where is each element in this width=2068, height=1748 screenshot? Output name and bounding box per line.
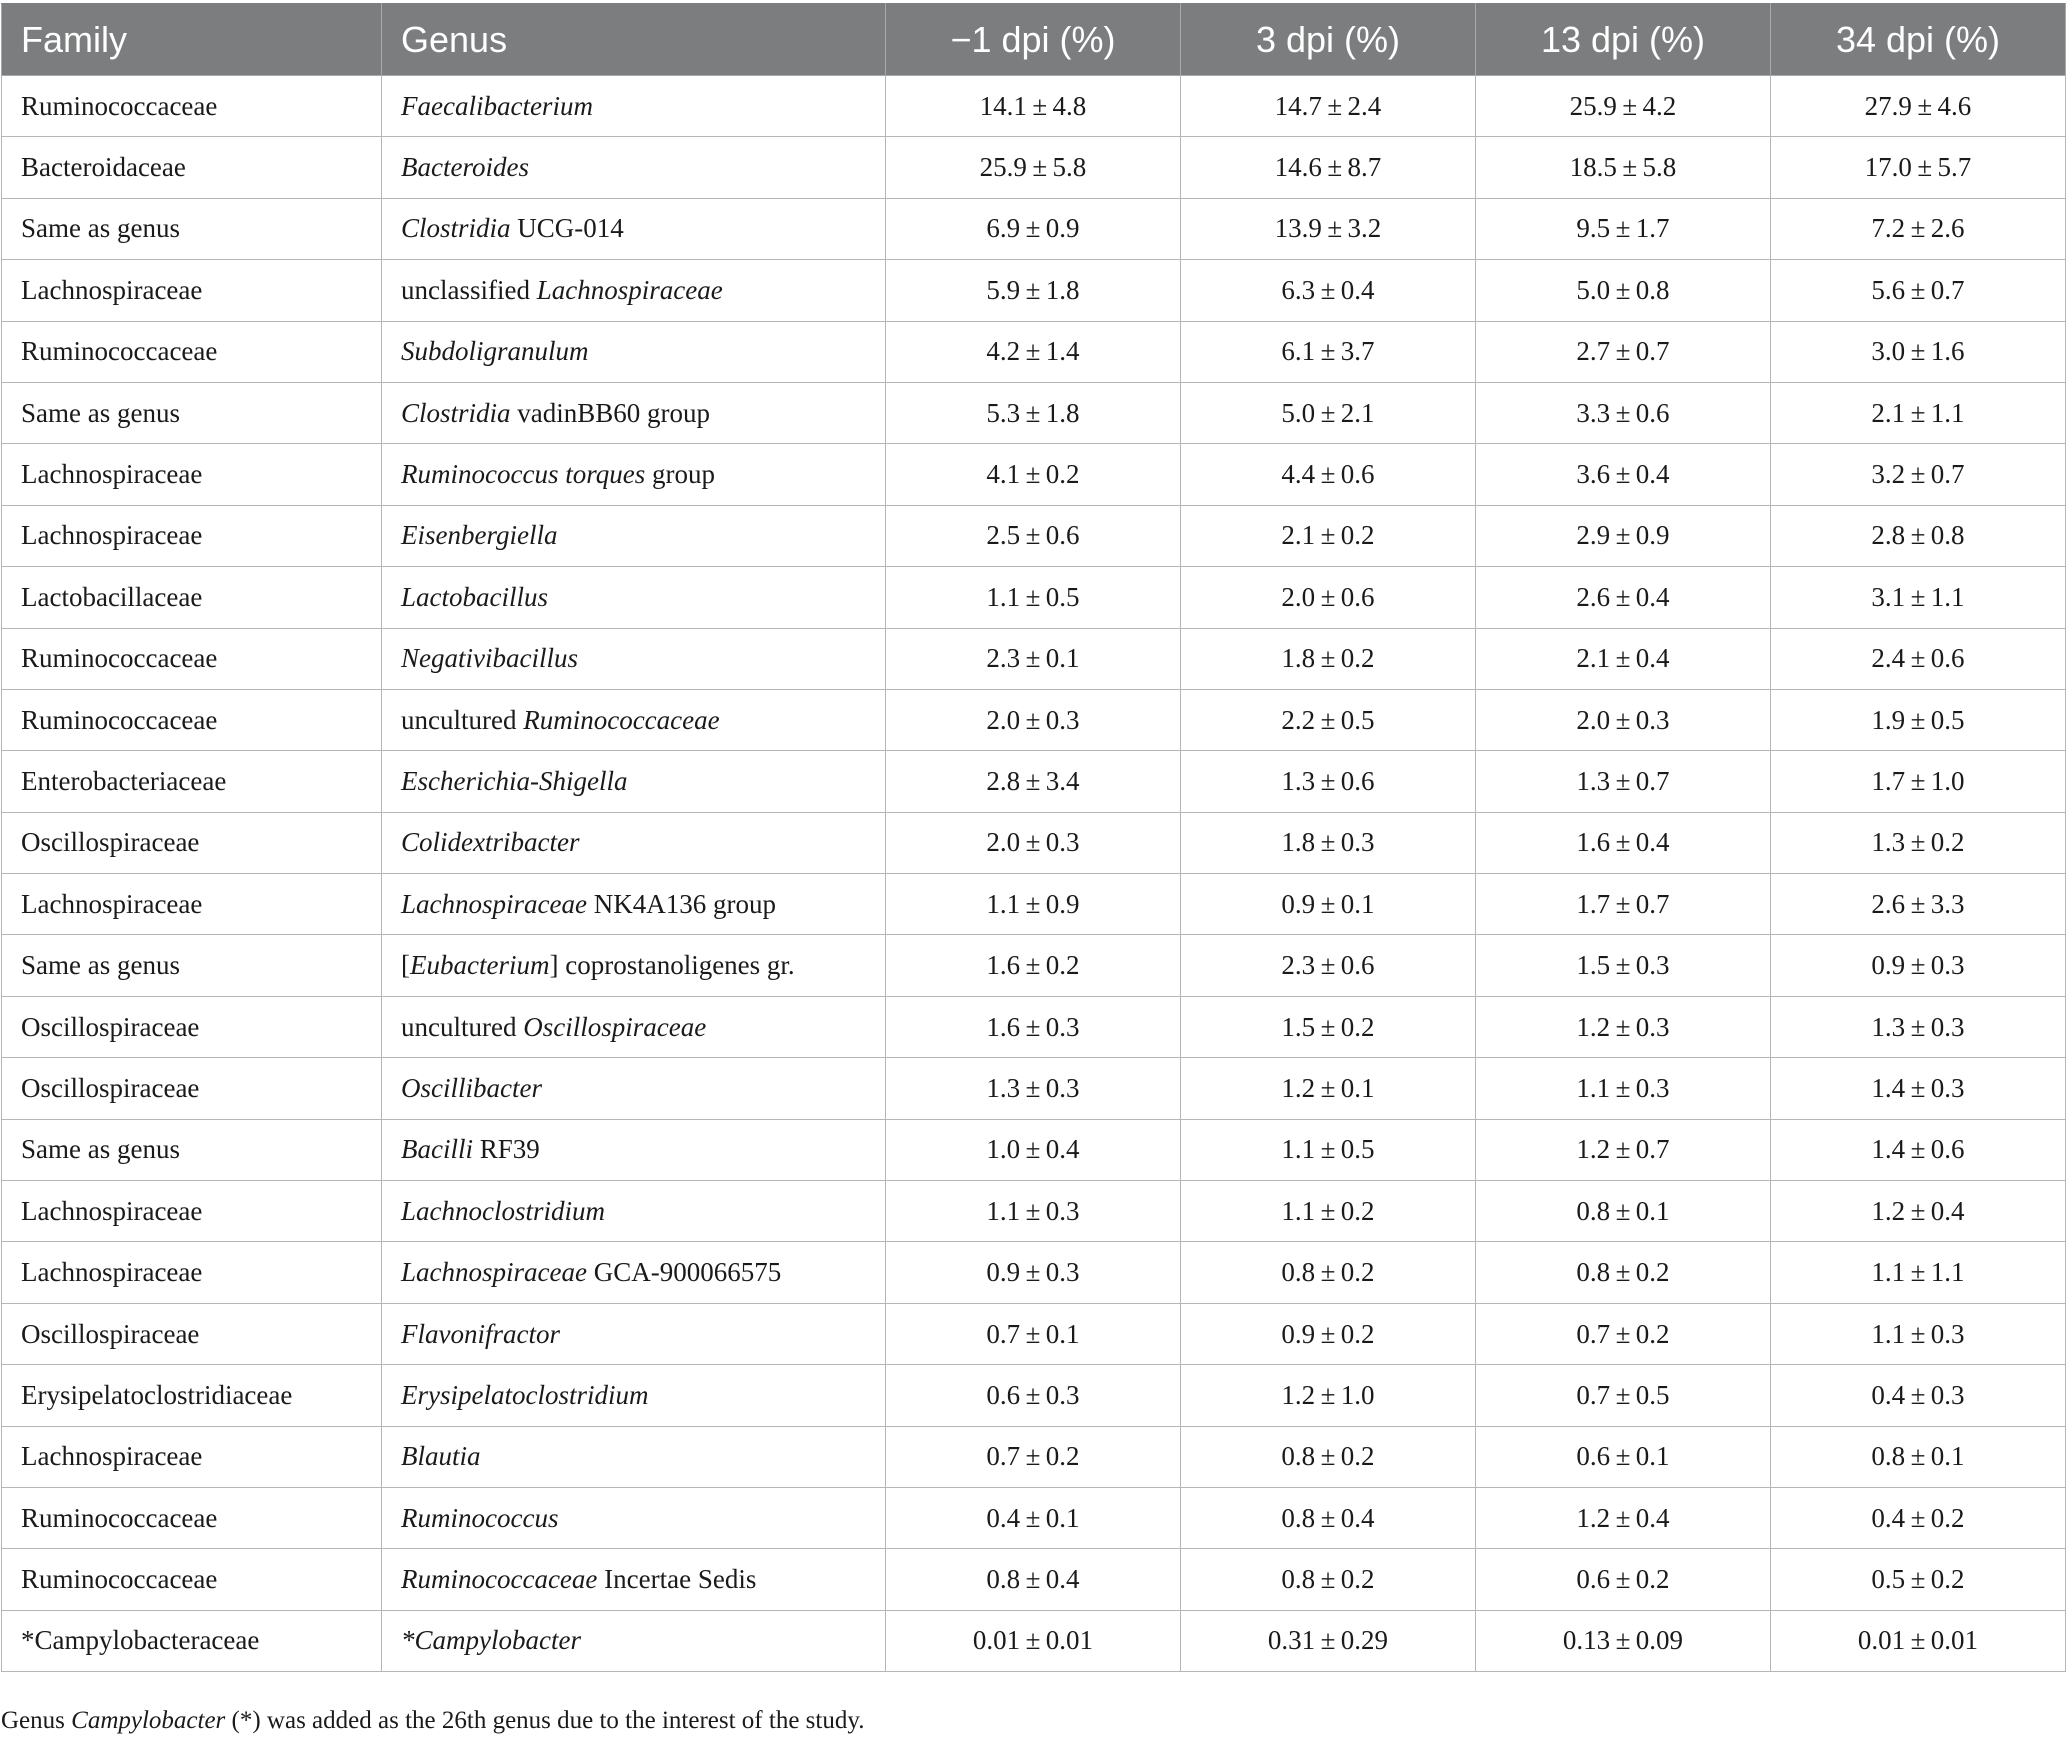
table-row xyxy=(2,1303,2066,1364)
genus-text-part: GCA-900066575 xyxy=(586,1257,782,1288)
cell-genus xyxy=(382,1487,886,1548)
cell-minus1-dpi: 5.9 ± 1.8 xyxy=(886,260,1181,321)
cell-family: Lachnospiraceae xyxy=(2,874,382,935)
header-minus1-dpi: −1 dpi (%) xyxy=(886,4,1181,76)
cell-34-dpi: 0.8 ± 0.1 xyxy=(1771,1426,2066,1487)
cell-3-dpi: 1.5 ± 0.2 xyxy=(1181,996,1476,1057)
cell-minus1-dpi: 1.6 ± 0.3 xyxy=(886,996,1181,1057)
cell-minus1-dpi: 0.7 ± 0.2 xyxy=(886,1426,1181,1487)
genus-italic-part: Ruminococcaceae xyxy=(523,704,720,735)
table-row xyxy=(2,505,2066,566)
cell-minus1-dpi: 1.0 ± 0.4 xyxy=(886,1119,1181,1180)
cell-minus1-dpi: 0.6 ± 0.3 xyxy=(886,1365,1181,1426)
cell-3-dpi: 1.8 ± 0.2 xyxy=(1181,628,1476,689)
genus-italic-part: Lachnospiraceae xyxy=(536,274,723,305)
cell-34-dpi: 1.4 ± 0.6 xyxy=(1771,1119,2066,1180)
table-row xyxy=(2,628,2066,689)
cell-13-dpi: 1.1 ± 0.3 xyxy=(1476,1058,1771,1119)
table-row xyxy=(2,321,2066,382)
cell-genus xyxy=(382,935,886,996)
header-34-dpi: 34 dpi (%) xyxy=(1771,4,2066,76)
cell-34-dpi: 0.9 ± 0.3 xyxy=(1771,935,2066,996)
table-row xyxy=(2,382,2066,443)
header-family: Family xyxy=(2,4,382,76)
cell-3-dpi: 0.8 ± 0.4 xyxy=(1181,1487,1476,1548)
cell-family: Oscillospiraceae xyxy=(2,812,382,873)
table-footnote xyxy=(1,1707,864,1735)
cell-minus1-dpi: 0.9 ± 0.3 xyxy=(886,1242,1181,1303)
cell-family: Ruminococcaceae xyxy=(2,628,382,689)
cell-genus xyxy=(382,812,886,873)
cell-minus1-dpi: 1.1 ± 0.9 xyxy=(886,874,1181,935)
cell-13-dpi: 0.7 ± 0.5 xyxy=(1476,1365,1771,1426)
cell-34-dpi: 7.2 ± 2.6 xyxy=(1771,198,2066,259)
cell-34-dpi: 5.6 ± 0.7 xyxy=(1771,260,2066,321)
genus-italic-part: *Campylobacter xyxy=(401,1625,581,1656)
genus-italic-part: Eubacterium xyxy=(410,950,550,981)
genus-italic-part: Clostridia xyxy=(401,397,511,428)
cell-genus xyxy=(382,1181,886,1242)
cell-genus xyxy=(382,996,886,1057)
cell-family: Oscillospiraceae xyxy=(2,996,382,1057)
cell-family: Ruminococcaceae xyxy=(2,689,382,750)
cell-genus xyxy=(382,321,886,382)
cell-family: Oscillospiraceae xyxy=(2,1303,382,1364)
cell-34-dpi: 1.3 ± 0.2 xyxy=(1771,812,2066,873)
cell-genus xyxy=(382,1426,886,1487)
footnote-suffix: (*) was added as the 26th genus due to the interest of the study. xyxy=(225,1707,865,1734)
cell-13-dpi: 2.0 ± 0.3 xyxy=(1476,689,1771,750)
cell-genus xyxy=(382,751,886,812)
cell-34-dpi: 1.2 ± 0.4 xyxy=(1771,1181,2066,1242)
cell-3-dpi: 6.3 ± 0.4 xyxy=(1181,260,1476,321)
footnote-genus: Campylobacter xyxy=(71,1707,226,1734)
cell-minus1-dpi: 6.9 ± 0.9 xyxy=(886,198,1181,259)
cell-34-dpi: 1.4 ± 0.3 xyxy=(1771,1058,2066,1119)
cell-13-dpi: 1.6 ± 0.4 xyxy=(1476,812,1771,873)
cell-34-dpi: 1.7 ± 1.0 xyxy=(1771,751,2066,812)
cell-genus xyxy=(382,1303,886,1364)
table-row xyxy=(2,1487,2066,1548)
header-13-dpi: 13 dpi (%) xyxy=(1476,4,1771,76)
genus-text-part: UCG-014 xyxy=(510,213,624,244)
cell-minus1-dpi: 0.8 ± 0.4 xyxy=(886,1549,1181,1610)
cell-minus1-dpi: 4.1 ± 0.2 xyxy=(886,444,1181,505)
cell-genus xyxy=(382,1549,886,1610)
genus-italic-part: Escherichia-Shigella xyxy=(401,765,628,796)
cell-minus1-dpi: 4.2 ± 1.4 xyxy=(886,321,1181,382)
cell-3-dpi: 0.9 ± 0.1 xyxy=(1181,874,1476,935)
cell-34-dpi: 2.1 ± 1.1 xyxy=(1771,382,2066,443)
cell-genus xyxy=(382,444,886,505)
cell-3-dpi: 1.2 ± 0.1 xyxy=(1181,1058,1476,1119)
cell-3-dpi: 2.2 ± 0.5 xyxy=(1181,689,1476,750)
cell-13-dpi: 5.0 ± 0.8 xyxy=(1476,260,1771,321)
cell-family: Lachnospiraceae xyxy=(2,1181,382,1242)
cell-34-dpi: 17.0 ± 5.7 xyxy=(1771,137,2066,198)
cell-3-dpi: 1.2 ± 1.0 xyxy=(1181,1365,1476,1426)
cell-genus xyxy=(382,1058,886,1119)
cell-34-dpi: 3.2 ± 0.7 xyxy=(1771,444,2066,505)
cell-family: Lachnospiraceae xyxy=(2,1426,382,1487)
cell-34-dpi: 0.01 ± 0.01 xyxy=(1771,1610,2066,1671)
table-row xyxy=(2,1058,2066,1119)
genus-text-part: uncultured xyxy=(401,1011,524,1042)
genus-italic-part: Clostridia xyxy=(401,213,511,244)
cell-family: Lachnospiraceae xyxy=(2,505,382,566)
genus-italic-part: Ruminococcus xyxy=(401,1502,559,1533)
cell-3-dpi: 1.8 ± 0.3 xyxy=(1181,812,1476,873)
cell-13-dpi: 2.1 ± 0.4 xyxy=(1476,628,1771,689)
cell-family: Ruminococcaceae xyxy=(2,1549,382,1610)
cell-family: Ruminococcaceae xyxy=(2,321,382,382)
cell-genus xyxy=(382,1242,886,1303)
genus-text-part: NK4A136 group xyxy=(586,888,776,919)
genus-text-part: RF39 xyxy=(472,1134,540,1165)
cell-family: Lachnospiraceae xyxy=(2,1242,382,1303)
cell-13-dpi: 0.8 ± 0.1 xyxy=(1476,1181,1771,1242)
cell-family: Bacteroidaceae xyxy=(2,137,382,198)
cell-3-dpi: 2.0 ± 0.6 xyxy=(1181,567,1476,628)
cell-genus xyxy=(382,260,886,321)
table-row xyxy=(2,1119,2066,1180)
genus-text-part: group xyxy=(645,459,715,490)
cell-3-dpi: 1.3 ± 0.6 xyxy=(1181,751,1476,812)
cell-minus1-dpi: 0.4 ± 0.1 xyxy=(886,1487,1181,1548)
genus-italic-part: Eisenbergiella xyxy=(401,520,558,551)
table-body xyxy=(2,76,2066,1672)
table-row xyxy=(2,1242,2066,1303)
genus-italic-part: Oscillibacter xyxy=(401,1072,542,1103)
table-row xyxy=(2,260,2066,321)
table-header-row xyxy=(2,4,2066,76)
cell-minus1-dpi: 1.6 ± 0.2 xyxy=(886,935,1181,996)
genus-italic-part: Faecalibacterium xyxy=(401,90,593,121)
cell-13-dpi: 0.7 ± 0.2 xyxy=(1476,1303,1771,1364)
cell-family: Ruminococcaceae xyxy=(2,76,382,137)
table-row xyxy=(2,76,2066,137)
genus-italic-part: Bacteroides xyxy=(401,152,529,183)
header-3-dpi: 3 dpi (%) xyxy=(1181,4,1476,76)
cell-3-dpi: 14.6 ± 8.7 xyxy=(1181,137,1476,198)
cell-3-dpi: 0.8 ± 0.2 xyxy=(1181,1426,1476,1487)
table-row xyxy=(2,935,2066,996)
cell-3-dpi: 13.9 ± 3.2 xyxy=(1181,198,1476,259)
table-row xyxy=(2,812,2066,873)
cell-family: Lachnospiraceae xyxy=(2,260,382,321)
cell-family: Ruminococcaceae xyxy=(2,1487,382,1548)
table-row xyxy=(2,689,2066,750)
genus-text-part: uncultured xyxy=(401,704,524,735)
table-row xyxy=(2,874,2066,935)
cell-genus xyxy=(382,137,886,198)
genus-italic-part: Colidextribacter xyxy=(401,827,580,858)
cell-13-dpi: 1.3 ± 0.7 xyxy=(1476,751,1771,812)
cell-minus1-dpi: 0.7 ± 0.1 xyxy=(886,1303,1181,1364)
cell-13-dpi: 0.6 ± 0.2 xyxy=(1476,1549,1771,1610)
cell-13-dpi: 0.6 ± 0.1 xyxy=(1476,1426,1771,1487)
genus-italic-part: Negativibacillus xyxy=(401,643,578,674)
genus-italic-part: Ruminococcus torques xyxy=(401,459,646,490)
genus-text-part: ] coprostanoligenes gr. xyxy=(549,950,795,981)
cell-family: Same as genus xyxy=(2,1119,382,1180)
cell-34-dpi: 1.9 ± 0.5 xyxy=(1771,689,2066,750)
cell-genus xyxy=(382,1365,886,1426)
cell-34-dpi: 3.1 ± 1.1 xyxy=(1771,567,2066,628)
cell-minus1-dpi: 25.9 ± 5.8 xyxy=(886,137,1181,198)
cell-genus xyxy=(382,1610,886,1671)
cell-3-dpi: 0.9 ± 0.2 xyxy=(1181,1303,1476,1364)
cell-minus1-dpi: 14.1 ± 4.8 xyxy=(886,76,1181,137)
genus-italic-part: Ruminococcaceae xyxy=(401,1564,598,1595)
genus-italic-part: Lactobacillus xyxy=(401,581,548,612)
genus-text-part: unclassified xyxy=(401,274,537,305)
cell-minus1-dpi: 2.3 ± 0.1 xyxy=(886,628,1181,689)
cell-13-dpi: 1.7 ± 0.7 xyxy=(1476,874,1771,935)
genus-italic-part: Erysipelatoclostridium xyxy=(401,1379,649,1410)
cell-3-dpi: 0.31 ± 0.29 xyxy=(1181,1610,1476,1671)
cell-genus xyxy=(382,567,886,628)
genus-italic-part: Flavonifractor xyxy=(401,1318,560,1349)
cell-family: Same as genus xyxy=(2,198,382,259)
cell-3-dpi: 2.3 ± 0.6 xyxy=(1181,935,1476,996)
cell-34-dpi: 0.5 ± 0.2 xyxy=(1771,1549,2066,1610)
cell-family: Erysipelatoclostridiaceae xyxy=(2,1365,382,1426)
cell-minus1-dpi: 0.01 ± 0.01 xyxy=(886,1610,1181,1671)
genus-italic-part: Subdoligranulum xyxy=(401,336,589,367)
genus-text-part: [ xyxy=(401,950,410,981)
genus-italic-part: Lachnospiraceae xyxy=(401,888,587,919)
cell-13-dpi: 0.13 ± 0.09 xyxy=(1476,1610,1771,1671)
cell-family: *Campylobacteraceae xyxy=(2,1610,382,1671)
table-row xyxy=(2,198,2066,259)
cell-minus1-dpi: 1.1 ± 0.3 xyxy=(886,1181,1181,1242)
cell-34-dpi: 2.4 ± 0.6 xyxy=(1771,628,2066,689)
cell-3-dpi: 4.4 ± 0.6 xyxy=(1181,444,1476,505)
cell-minus1-dpi: 1.3 ± 0.3 xyxy=(886,1058,1181,1119)
cell-genus xyxy=(382,382,886,443)
cell-3-dpi: 14.7 ± 2.4 xyxy=(1181,76,1476,137)
cell-3-dpi: 1.1 ± 0.5 xyxy=(1181,1119,1476,1180)
cell-family: Oscillospiraceae xyxy=(2,1058,382,1119)
cell-13-dpi: 2.7 ± 0.7 xyxy=(1476,321,1771,382)
table-row xyxy=(2,1365,2066,1426)
cell-13-dpi: 1.2 ± 0.7 xyxy=(1476,1119,1771,1180)
cell-3-dpi: 0.8 ± 0.2 xyxy=(1181,1549,1476,1610)
cell-3-dpi: 6.1 ± 3.7 xyxy=(1181,321,1476,382)
cell-genus xyxy=(382,874,886,935)
cell-genus xyxy=(382,689,886,750)
header-genus: Genus xyxy=(382,4,886,76)
cell-minus1-dpi: 2.8 ± 3.4 xyxy=(886,751,1181,812)
cell-genus xyxy=(382,628,886,689)
cell-13-dpi: 0.8 ± 0.2 xyxy=(1476,1242,1771,1303)
cell-34-dpi: 27.9 ± 4.6 xyxy=(1771,76,2066,137)
cell-13-dpi: 1.2 ± 0.4 xyxy=(1476,1487,1771,1548)
table-row xyxy=(2,1549,2066,1610)
table-row xyxy=(2,1181,2066,1242)
cell-13-dpi: 3.3 ± 0.6 xyxy=(1476,382,1771,443)
cell-13-dpi: 25.9 ± 4.2 xyxy=(1476,76,1771,137)
cell-genus xyxy=(382,505,886,566)
cell-minus1-dpi: 2.0 ± 0.3 xyxy=(886,812,1181,873)
genus-italic-part: Bacilli xyxy=(401,1134,473,1165)
cell-3-dpi: 5.0 ± 2.1 xyxy=(1181,382,1476,443)
cell-13-dpi: 1.2 ± 0.3 xyxy=(1476,996,1771,1057)
table-row xyxy=(2,1610,2066,1671)
footnote-prefix: Genus xyxy=(1,1707,72,1734)
genus-italic-part: Lachnoclostridium xyxy=(401,1195,606,1226)
table-row xyxy=(2,444,2066,505)
cell-34-dpi: 1.1 ± 0.3 xyxy=(1771,1303,2066,1364)
genus-italic-part: Lachnospiraceae xyxy=(401,1257,587,1288)
table-row xyxy=(2,751,2066,812)
table-row xyxy=(2,996,2066,1057)
genus-italic-part: Oscillospiraceae xyxy=(523,1011,707,1042)
cell-13-dpi: 2.6 ± 0.4 xyxy=(1476,567,1771,628)
cell-genus xyxy=(382,1119,886,1180)
table-row xyxy=(2,567,2066,628)
cell-34-dpi: 2.6 ± 3.3 xyxy=(1771,874,2066,935)
cell-genus xyxy=(382,76,886,137)
cell-family: Lactobacillaceae xyxy=(2,567,382,628)
cell-family: Same as genus xyxy=(2,935,382,996)
cell-3-dpi: 0.8 ± 0.2 xyxy=(1181,1242,1476,1303)
cell-family: Enterobacteriaceae xyxy=(2,751,382,812)
table-row xyxy=(2,137,2066,198)
cell-34-dpi: 0.4 ± 0.3 xyxy=(1771,1365,2066,1426)
genus-text-part: vadinBB60 group xyxy=(510,397,711,428)
cell-13-dpi: 9.5 ± 1.7 xyxy=(1476,198,1771,259)
genus-italic-part: Blautia xyxy=(401,1441,481,1472)
cell-34-dpi: 0.4 ± 0.2 xyxy=(1771,1487,2066,1548)
cell-3-dpi: 2.1 ± 0.2 xyxy=(1181,505,1476,566)
cell-13-dpi: 18.5 ± 5.8 xyxy=(1476,137,1771,198)
abundance-table xyxy=(1,3,2066,1672)
cell-family: Lachnospiraceae xyxy=(2,444,382,505)
cell-34-dpi: 2.8 ± 0.8 xyxy=(1771,505,2066,566)
cell-34-dpi: 1.1 ± 1.1 xyxy=(1771,1242,2066,1303)
cell-13-dpi: 1.5 ± 0.3 xyxy=(1476,935,1771,996)
cell-minus1-dpi: 2.0 ± 0.3 xyxy=(886,689,1181,750)
cell-34-dpi: 3.0 ± 1.6 xyxy=(1771,321,2066,382)
cell-minus1-dpi: 5.3 ± 1.8 xyxy=(886,382,1181,443)
cell-34-dpi: 1.3 ± 0.3 xyxy=(1771,996,2066,1057)
cell-minus1-dpi: 2.5 ± 0.6 xyxy=(886,505,1181,566)
cell-3-dpi: 1.1 ± 0.2 xyxy=(1181,1181,1476,1242)
cell-minus1-dpi: 1.1 ± 0.5 xyxy=(886,567,1181,628)
cell-family: Same as genus xyxy=(2,382,382,443)
cell-13-dpi: 3.6 ± 0.4 xyxy=(1476,444,1771,505)
genus-text-part: Incertae Sedis xyxy=(597,1564,757,1595)
table-row xyxy=(2,1426,2066,1487)
cell-13-dpi: 2.9 ± 0.9 xyxy=(1476,505,1771,566)
cell-genus xyxy=(382,198,886,259)
